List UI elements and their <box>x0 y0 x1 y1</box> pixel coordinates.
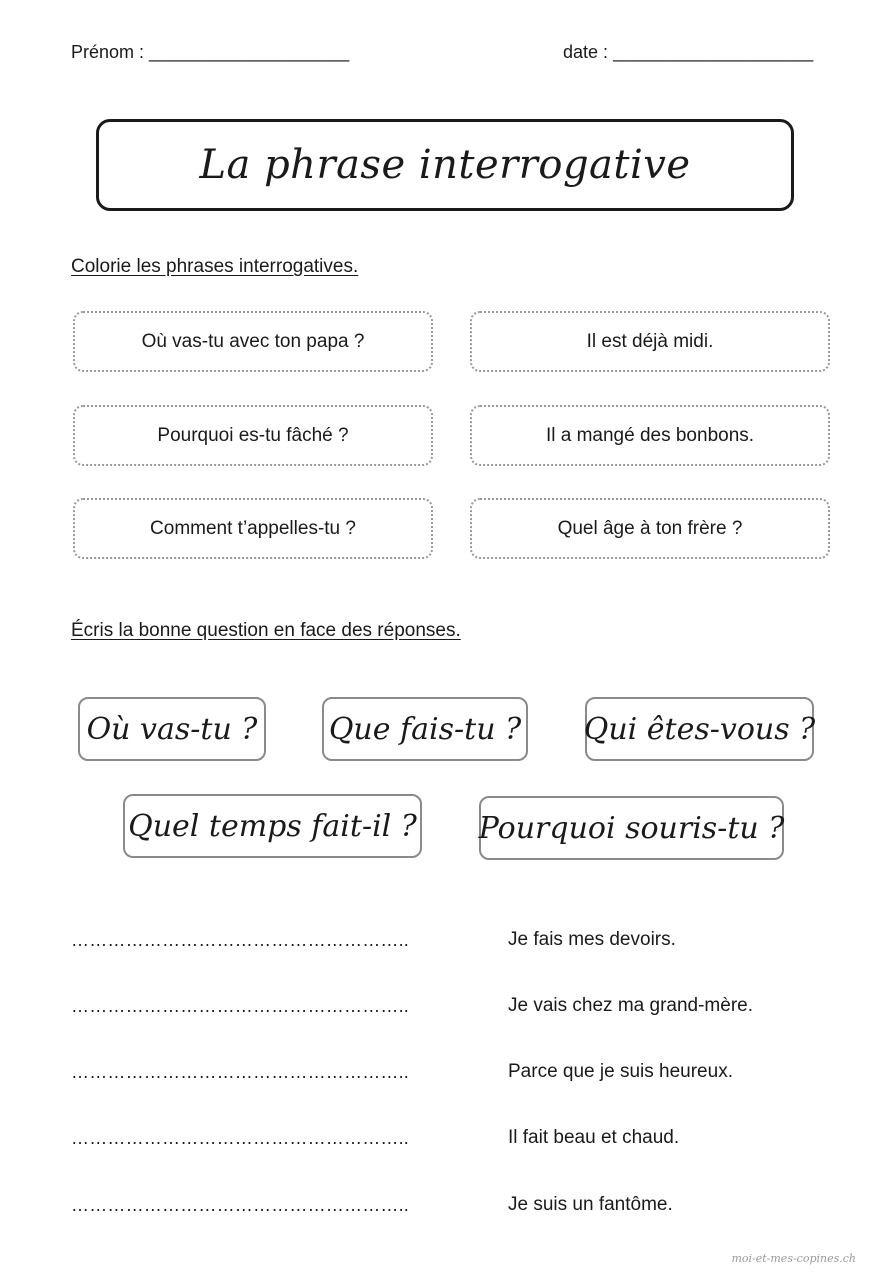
page-title: La phrase interrogative <box>199 142 691 188</box>
answer-text-3: Parce que je suis heureux. <box>508 1061 733 1082</box>
answer-write-line-1[interactable]: ……………………………………………….. <box>71 930 410 950</box>
prenom-field <box>71 42 349 63</box>
sentence-box-2[interactable]: Il est déjà midi. <box>470 311 830 372</box>
sentence-box-6[interactable]: Quel âge à ton frère ? <box>470 498 830 559</box>
exercise2-instruction: Écris la bonne question en face des réponses. <box>71 620 461 641</box>
question-choice-1: Où vas-tu ? <box>78 697 266 761</box>
answer-write-line-5[interactable]: ……………………………………………….. <box>71 1195 410 1215</box>
answer-write-line-4[interactable]: ……………………………………………….. <box>71 1128 410 1148</box>
exercise1-instruction: Colorie les phrases interrogatives. <box>71 256 359 277</box>
date-line: ____________________ <box>613 42 814 62</box>
answer-text-5: Je suis un fantôme. <box>508 1194 673 1215</box>
question-choice-3: Qui êtes-vous ? <box>585 697 814 761</box>
sentence-box-1[interactable]: Où vas-tu avec ton papa ? <box>73 311 433 372</box>
footer-credit: moi-et-mes-copines.ch <box>731 1252 856 1265</box>
sentence-box-4[interactable]: Il a mangé des bonbons. <box>470 405 830 466</box>
answer-text-2: Je vais chez ma grand-mère. <box>508 995 753 1016</box>
answer-write-line-3[interactable]: ……………………………………………….. <box>71 1062 410 1082</box>
prenom-label: Prénom : <box>71 42 145 62</box>
question-choice-2: Que fais-tu ? <box>322 697 528 761</box>
answer-write-line-2[interactable]: ……………………………………………….. <box>71 996 410 1016</box>
date-label: date : <box>563 42 609 62</box>
title-box <box>96 119 794 211</box>
question-choice-4: Quel temps fait-il ? <box>123 794 422 858</box>
prenom-line: ____________________ <box>149 42 350 62</box>
answer-text-1: Je fais mes devoirs. <box>508 929 676 950</box>
sentence-box-3[interactable]: Pourquoi es-tu fâché ? <box>73 405 433 466</box>
answer-text-4: Il fait beau et chaud. <box>508 1127 680 1148</box>
date-field <box>563 42 813 63</box>
sentence-box-5[interactable]: Comment t’appelles-tu ? <box>73 498 433 559</box>
question-choice-5: Pourquoi souris-tu ? <box>479 796 784 860</box>
